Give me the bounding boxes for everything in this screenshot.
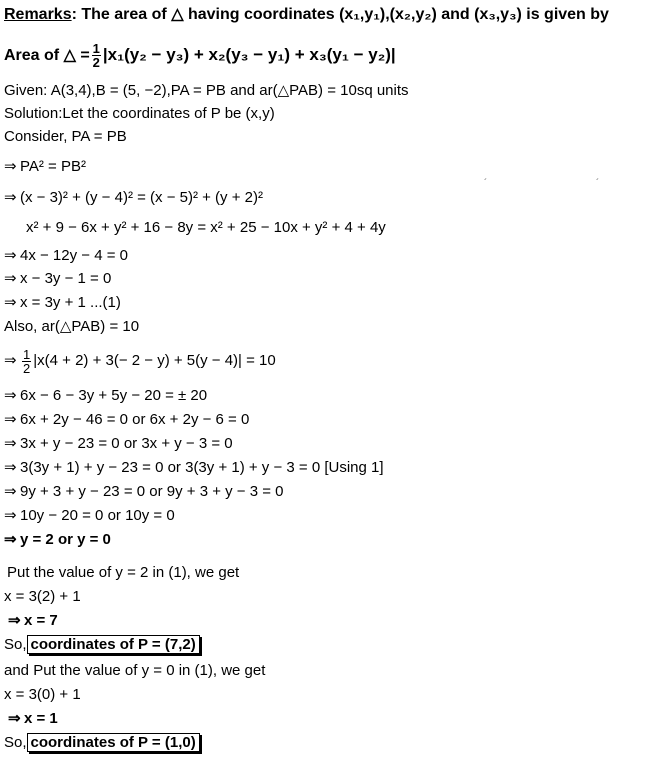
step-y-values (4, 531, 111, 549)
implies-arrow: ⇒ (8, 710, 21, 727)
implies-arrow: ⇒ (4, 387, 17, 404)
fraction-half (22, 348, 31, 375)
step-expanded: x² + 9 − 6x + y² + 16 − 8y = x² + 25 − 10x + y² + 4 + 4y (26, 219, 386, 236)
implies-arrow: ⇒ (4, 270, 17, 287)
remarks-line (4, 6, 609, 24)
stray-mark: ´ (484, 178, 488, 189)
step-text: y = 2 or y = 0 (20, 531, 111, 548)
implies-arrow: ⇒ (4, 459, 17, 476)
answer-1-line (4, 636, 200, 654)
step-16 (4, 435, 233, 453)
implies-arrow: ⇒ (4, 189, 17, 206)
implies-arrow: ⇒ (4, 411, 17, 428)
step-18 (4, 483, 284, 501)
consider-line: Consider, PA = PB (4, 128, 127, 145)
stray-mark: ´ (596, 178, 600, 189)
area-formula (4, 40, 396, 71)
implies-arrow: ⇒ (4, 294, 17, 311)
implies-arrow: ⇒ (4, 435, 17, 452)
answer-box-1: coordinates of P = (7,2) (27, 635, 200, 654)
step-text: |x(4 + 2) + 3(− 2 − y) + 5(y − 4)| = 10 (33, 352, 276, 369)
step-simplify-1 (4, 247, 128, 265)
answer-box-2: coordinates of P = (1,0) (27, 733, 200, 752)
also-area-line: Also, ar(△PAB) = 10 (4, 318, 140, 335)
put-y0-line: and Put the value of y = 0 in (1), we get (4, 662, 266, 679)
fraction-den: 2 (23, 360, 31, 376)
x-result-1 (8, 612, 58, 630)
remarks-label: Remarks (4, 6, 72, 23)
step-text: x = 3y + 1 ...(1) (20, 294, 121, 311)
given-line: Given: A(3,4),B = (5, −2),PA = PB and ar(△PAB) = 10sq units (4, 82, 409, 99)
step-simplify-2 (4, 270, 111, 288)
step-text: PA² = PB² (20, 158, 86, 175)
x-calc-2: x = 3(0) + 1 (4, 686, 81, 703)
remarks-text: : The area of △ having coordinates (x₁,y₁),(x₂,y₂) and (x₃,y₃) is given by (71, 6, 609, 23)
step-17 (4, 459, 384, 477)
step-distance-eq (4, 189, 263, 207)
step-19 (4, 507, 175, 525)
area-formula-label: Area of △ = (4, 47, 90, 64)
step-text: 6x − 6 − 3y + 5y − 20 = ± 20 (20, 387, 208, 404)
so-label: So, (4, 636, 27, 653)
implies-arrow: ⇒ (4, 158, 17, 175)
implies-arrow: ⇒ (4, 352, 17, 369)
implies-arrow: ⇒ (4, 507, 17, 524)
fraction-half (92, 42, 101, 69)
solution-line: Solution:Let the coordinates of P be (x,y) (4, 105, 275, 122)
step-eq-1 (4, 294, 121, 312)
step-text: 10y − 20 = 0 or 10y = 0 (20, 507, 175, 524)
step-pa-pb-squared (4, 158, 86, 176)
step-text: x − 3y − 1 = 0 (20, 270, 112, 287)
step-text: x = 7 (24, 612, 58, 629)
step-text: 4x − 12y − 4 = 0 (20, 247, 128, 264)
step-text: 9y + 3 + y − 23 = 0 or 9y + 3 + y − 3 = 0 (20, 483, 284, 500)
fraction-num: 1 (23, 346, 31, 362)
step-text: 3(3y + 1) + y − 23 = 0 or 3(3y + 1) + y − 3 = 0 [Using 1] (20, 459, 384, 476)
x-result-2 (8, 710, 58, 728)
step-14 (4, 387, 207, 405)
so-label: So, (4, 734, 27, 751)
fraction-den: 2 (92, 55, 100, 71)
answer-2-line (4, 734, 200, 752)
x-calc-1: x = 3(2) + 1 (4, 588, 81, 605)
put-y2-line: Put the value of y = 2 in (1), we get (7, 564, 240, 581)
fraction-num: 1 (92, 41, 100, 57)
implies-arrow: ⇒ (4, 531, 17, 548)
step-text: 3x + y − 23 = 0 or 3x + y − 3 = 0 (20, 435, 233, 452)
implies-arrow: ⇒ (4, 247, 17, 264)
step-area-eq (4, 346, 276, 376)
step-text: (x − 3)² + (y − 4)² = (x − 5)² + (y + 2)² (20, 189, 263, 206)
implies-arrow: ⇒ (8, 612, 21, 629)
step-text: x = 1 (24, 710, 58, 727)
area-formula-body: |x₁(y₂ − y₃) + x₂(y₃ − y₁) + x₃(y₁ − y₂)| (102, 45, 396, 64)
implies-arrow: ⇒ (4, 483, 17, 500)
step-15 (4, 411, 249, 429)
step-text: 6x + 2y − 46 = 0 or 6x + 2y − 6 = 0 (20, 411, 250, 428)
